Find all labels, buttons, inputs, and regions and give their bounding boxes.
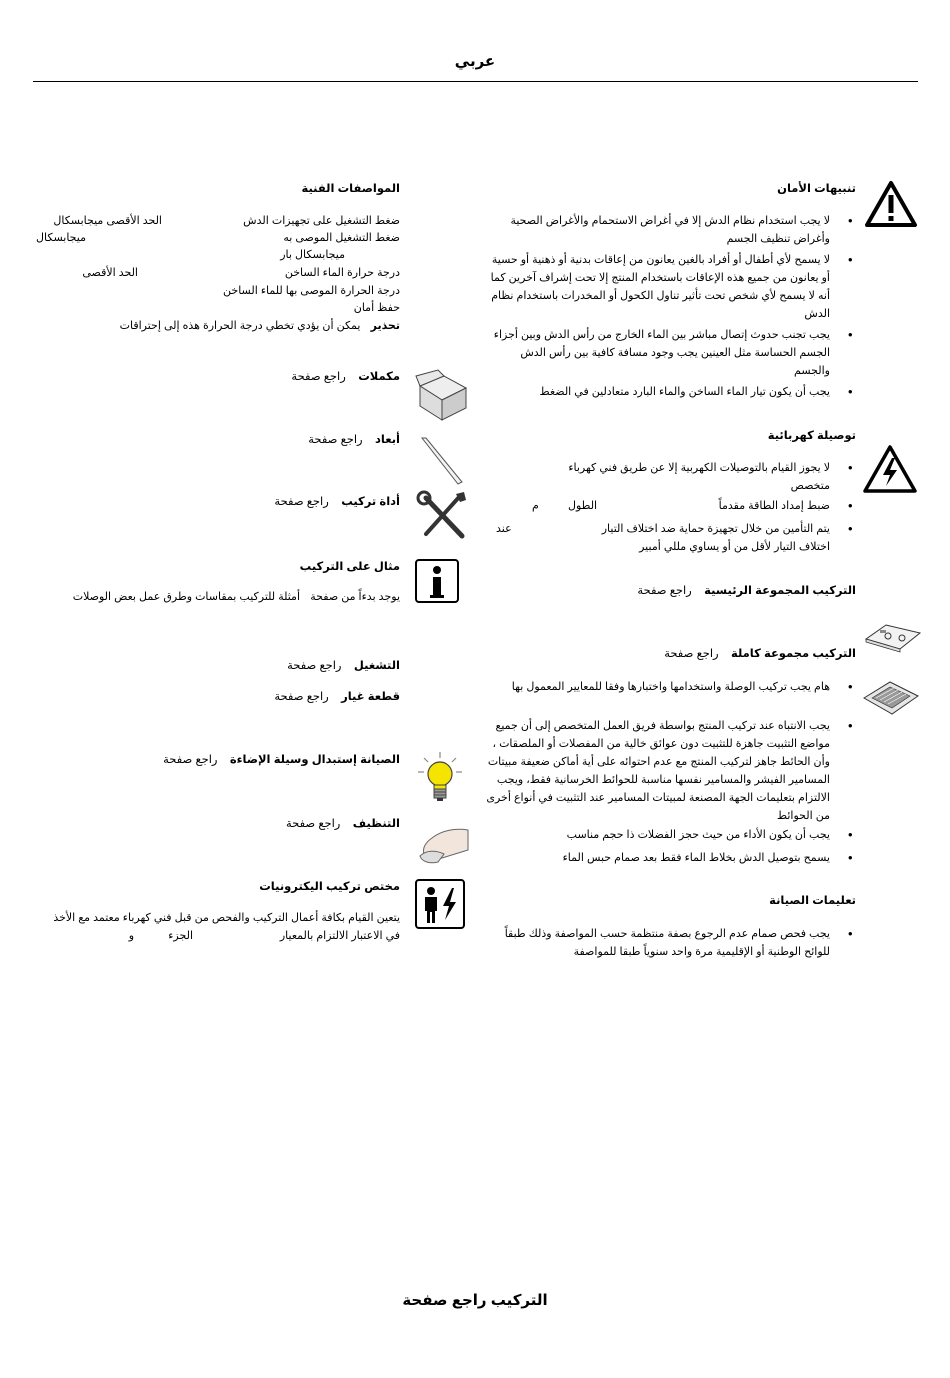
bullet: •	[848, 850, 853, 865]
dimensions-row	[308, 432, 400, 446]
maintenance-instr-title: تعليمات الصيانة	[769, 895, 856, 907]
bullet: •	[848, 327, 853, 342]
operation-title: التشغيل	[353, 660, 400, 672]
tech-warning-text: يمكن أن يؤدي تخطي درجة الحرارة هذه إلى إحتراقات	[119, 320, 361, 332]
accessories-box-icon	[414, 368, 470, 422]
complete-install-ref: راجع صفحة	[664, 648, 719, 660]
footer-reference: التركيب راجع صفحة	[402, 1292, 548, 1309]
complete-install-row	[664, 646, 856, 660]
lamp-row	[163, 752, 400, 766]
bullet: •	[848, 498, 853, 513]
bullet: •	[848, 926, 853, 941]
accessories-row	[291, 369, 400, 383]
lamp-ref: راجع صفحة	[163, 754, 218, 766]
safety-title: تنبيهات الأمان	[777, 183, 856, 195]
high-voltage-icon	[862, 444, 918, 494]
electrician-line2a: في الاعتبار الالتزام بالمعيار	[279, 930, 400, 942]
complete-install-item-4: يسمح بتوصيل الدش بخلاط الماء فقط بعد صمام حبس الماء	[562, 852, 830, 864]
bullet: •	[848, 521, 853, 536]
tech-title: المواصفات الفنية	[301, 183, 400, 195]
spare-ref: راجع صفحة	[274, 691, 329, 703]
safety-item-2: لا يسمح لأي أطفال أو أفراد بالغين يعانون من إعاقات بدنية أو ذهنية أو حسية أو يعانون من جميع هذه الإعاقات باستخدام المنتج إلا تحت إشراف آخرين كما أنه لا يسمح لأي شخص تحت تأثير تناول الكحول أو المخدرات باستخدام نظام الدش	[490, 254, 830, 320]
cleaning-ref: راجع صفحة	[285, 818, 341, 830]
example-text-b: أمثلة للتركيب بمقاسات وطرق عمل بعض الوصلات	[72, 591, 300, 603]
tool-ref: راجع صفحة	[274, 496, 329, 508]
main-install-ref: راجع صفحة	[637, 585, 692, 597]
electric-item-4: اختلاف التيار لأقل من أو يساوي مللي أمبير	[639, 541, 830, 553]
electric-unit: م	[532, 500, 539, 512]
bullet: •	[848, 213, 853, 228]
tech-row-1-label: ضغط التشغيل على تجهيزات الدش	[243, 215, 400, 227]
tech-row-6-label: حفظ أمان	[353, 302, 400, 314]
header-divider	[33, 81, 918, 82]
bullet: •	[848, 252, 853, 267]
electric-at-word: عند	[496, 523, 512, 535]
shower-plate-icon	[860, 678, 922, 718]
operation-ref: راجع صفحة	[287, 660, 342, 672]
electric-item-2: ضبط إمداد الطاقة مقدماً	[718, 500, 830, 512]
operation-row	[287, 658, 400, 672]
accessories-ref: راجع صفحة	[291, 371, 346, 383]
light-bulb-icon	[416, 750, 464, 808]
electric-item-1: لا يجوز القيام بالتوصيلات الكهربية إلا عن طريق فني كهرباء متخصص	[568, 462, 830, 492]
shower-body-icon	[862, 619, 922, 653]
electrician-line2b: الجزء	[168, 930, 193, 942]
bullet: •	[848, 460, 853, 475]
safety-item-1: لا يجب استخدام نظام الدش إلا في أغراض الاستحمام والأغراض الصحية وأغراض تنظيف الجسم	[510, 215, 830, 245]
info-icon	[414, 558, 460, 604]
tech-row-2-value: ميجابسكال	[36, 232, 86, 244]
main-install-row	[637, 583, 856, 597]
electrician-icon	[414, 878, 466, 930]
tech-row-5-label: درجة الحرارة الموصى بها للماء الساخن	[223, 285, 400, 297]
tech-row-1-value: الحد الأقصى ميجابسكال	[53, 215, 162, 227]
warning-triangle-icon	[864, 180, 918, 228]
complete-install-item-3: يجب أن يكون الأداء من حيث حجز الفضلات ذا حجم مناسب	[566, 829, 830, 841]
cleaning-title: التنظيف	[352, 818, 400, 830]
dimensions-ref: راجع صفحة	[308, 434, 363, 446]
main-install-title: التركيب المجموعة الرئيسية	[704, 585, 856, 597]
bullet: •	[848, 679, 853, 694]
tech-row-2-label: ضغط التشغيل الموصى به	[283, 232, 400, 244]
tech-warning-label: تحذير	[370, 320, 400, 332]
bullet: •	[848, 827, 853, 842]
ruler-icon	[418, 436, 464, 486]
electrician-title: مختص تركيب اليكترونيات	[259, 881, 400, 893]
tech-row-3-label: ميجابسكال بار	[280, 249, 345, 261]
lamp-title: الصيانة إستبدال وسيلة الإضاءة	[229, 754, 400, 766]
accessories-title: مكملات	[358, 371, 400, 383]
safety-item-3: يجب تجنب حدوث إتصال مباشر بين الماء الخارج من رأس الدش وبين أجزاء الجسم الحساسة مثل العينين يجب وجود مسافة كافية بين رأس الدش والجسم	[493, 329, 830, 377]
tech-row-4-value: الحد الأقصى	[82, 267, 138, 279]
maintenance-instr-item-1: يجب فحص صمام عدم الرجوع بصفة منتظمة حسب المواصفة وذلك طبقاً للوائح الوطنية أو الإقليمية مرة واحد سنوياً طبقا للمواصفة	[504, 928, 830, 958]
dimensions-title: أبعاد	[375, 434, 400, 446]
electric-length-label: الطول	[568, 500, 598, 512]
electric-item-3: يتم التأمين من خلال تجهيزة حماية ضد اختلاف التيار	[601, 523, 830, 535]
example-text-a: يوجد بدءاً من صفحة	[310, 591, 400, 603]
cleaning-row	[286, 816, 400, 830]
electric-title: توصيلة كهربائية	[767, 430, 856, 442]
electrician-line1: يتعين القيام بكافة أعمال التركيب والفحص من قبل فني كهرباء معتمد مع الأخذ	[53, 912, 400, 924]
bullet: •	[848, 384, 853, 399]
complete-install-title: التركيب مجموعة كاملة	[730, 648, 856, 660]
tech-row-4-label: درجة حرارة الماء الساخن	[284, 267, 400, 279]
bullet: •	[848, 718, 853, 733]
spare-title: قطعة غيار	[341, 691, 400, 703]
tech-warning	[120, 317, 400, 335]
complete-install-item-2: يجب الانتباه عند تركيب المنتج بواسطة فريق العمل المتخصص إلى أن جميع مواضع التثبيت جاهزة للتثبيت دون عوائق خالية من المفصلات أو الملصقات ، وأن الحائط جاهز لتركيب المنتج مع عدم احتوائه على أية أماكن ضعيفة مبيتات المسامير الفيشر والمسامير نفسها مناسبة للحوائط الخرسانية فقط، ويجب الالتزام بتعليمات الجهة المصنعة لمبيتات المسامير عند التثبيت في أنواع أخرى من الحوائط	[486, 720, 830, 822]
tool-row	[274, 494, 400, 508]
electrician-line2c: و	[128, 930, 134, 942]
page-language-title: عربي	[454, 53, 496, 70]
complete-install-item-1: هام يجب تركيب الوصلة واستخدامها واختبارها وفقا للمعايير المعمول بها	[511, 681, 830, 693]
tool-title: أداة تركيب	[341, 496, 400, 508]
example-title: مثال على التركيب	[299, 561, 400, 573]
spare-row	[274, 689, 400, 703]
cleaning-hand-icon	[416, 820, 470, 864]
tools-icon	[414, 490, 470, 542]
safety-item-4: يجب أن يكون تيار الماء الساخن والماء البارد متعادلين في الضغط	[539, 386, 830, 398]
